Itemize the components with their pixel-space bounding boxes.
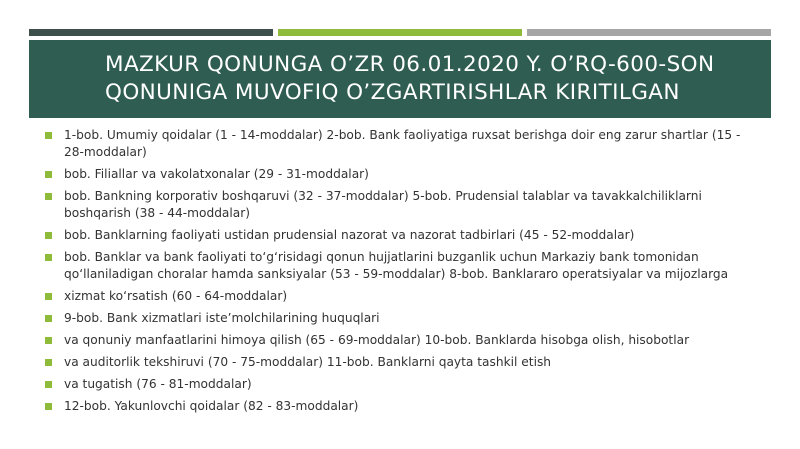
header-accent-bars (29, 29, 771, 36)
square-bullet-icon (45, 132, 52, 139)
list-item-text: bob. Filiallar va vakolatxonalar (29 - 31-moddalar) (64, 167, 369, 181)
square-bullet-icon (45, 193, 52, 200)
list-item (44, 188, 764, 222)
list-item-text: va tugatish (76 - 81-moddalar) (64, 377, 252, 391)
list-item-text: bob. Banklar va bank faoliyati to‘g‘risidagi qonun hujjatlarini buzganlik uchun Markaziy bank tomonidan qo‘llaniladigan choralar hamda sanksiyalar (53 - 59-moddalar) 8-bob. Banklararo operatsiyalar va mijozlarga (64, 250, 729, 281)
list-item (44, 398, 764, 415)
list-item (44, 127, 764, 161)
list-item-text: xizmat ko‘rsatish (60 - 64-moddalar) (64, 289, 288, 303)
list-item (44, 376, 764, 393)
square-bullet-icon (45, 315, 52, 322)
slide-title-line-1: MAZKUR QONUNGA O’ZR 06.01.2020 Y. O’RQ-600-SON (105, 52, 715, 77)
square-bullet-icon (45, 232, 52, 239)
list-item-text: va auditorlik tekshiruvi (70 - 75-moddalar) 11-bob. Banklarni qayta tashkil etish (64, 355, 552, 369)
list-item (44, 332, 764, 349)
accent-bar-green (278, 29, 522, 36)
accent-bar-gray (527, 29, 771, 36)
list-item (44, 354, 764, 371)
square-bullet-icon (45, 293, 52, 300)
list-item (44, 288, 764, 305)
square-bullet-icon (45, 359, 52, 366)
slide-title-line-2: QONUNIGA MUVOFIQ O’ZGARTIRISHLAR KIRITILGAN (105, 80, 680, 105)
square-bullet-icon (45, 381, 52, 388)
list-item (44, 310, 764, 327)
slide-bullet-list (44, 127, 764, 420)
list-item-text: 12-bob. Yakunlovchi qoidalar (82 - 83-moddalar) (64, 399, 359, 413)
list-item-text: 9-bob. Bank xizmatlari iste’molchilarining huquqlari (64, 311, 380, 325)
square-bullet-icon (45, 171, 52, 178)
list-item (44, 166, 764, 183)
square-bullet-icon (45, 337, 52, 344)
list-item-text: 1-bob. Umumiy qoidalar (1 - 14-moddalar) 2-bob. Bank faoliyatiga ruxsat berishga doir eng zarur shartlar (15 - 28-moddalar) (64, 128, 741, 159)
accent-bar-dark (29, 29, 273, 36)
square-bullet-icon (45, 403, 52, 410)
list-item-text: bob. Banklarning faoliyati ustidan prudensial nazorat va nazorat tadbirlari (45 - 52-moddalar) (64, 228, 635, 242)
list-item-text: va qonuniy manfaatlarini himoya qilish (65 - 69-moddalar) 10-bob. Banklarda hisobga olish, hisobotlar (64, 333, 690, 347)
square-bullet-icon (45, 254, 52, 261)
list-item (44, 249, 764, 283)
slide-title-box (29, 40, 771, 118)
list-item-text: bob. Bankning korporativ boshqaruvi (32 - 37-moddalar) 5-bob. Prudensial talablar va tavakkalchiliklarni boshqarish (38 - 44-moddalar) (64, 189, 702, 220)
list-item (44, 227, 764, 244)
